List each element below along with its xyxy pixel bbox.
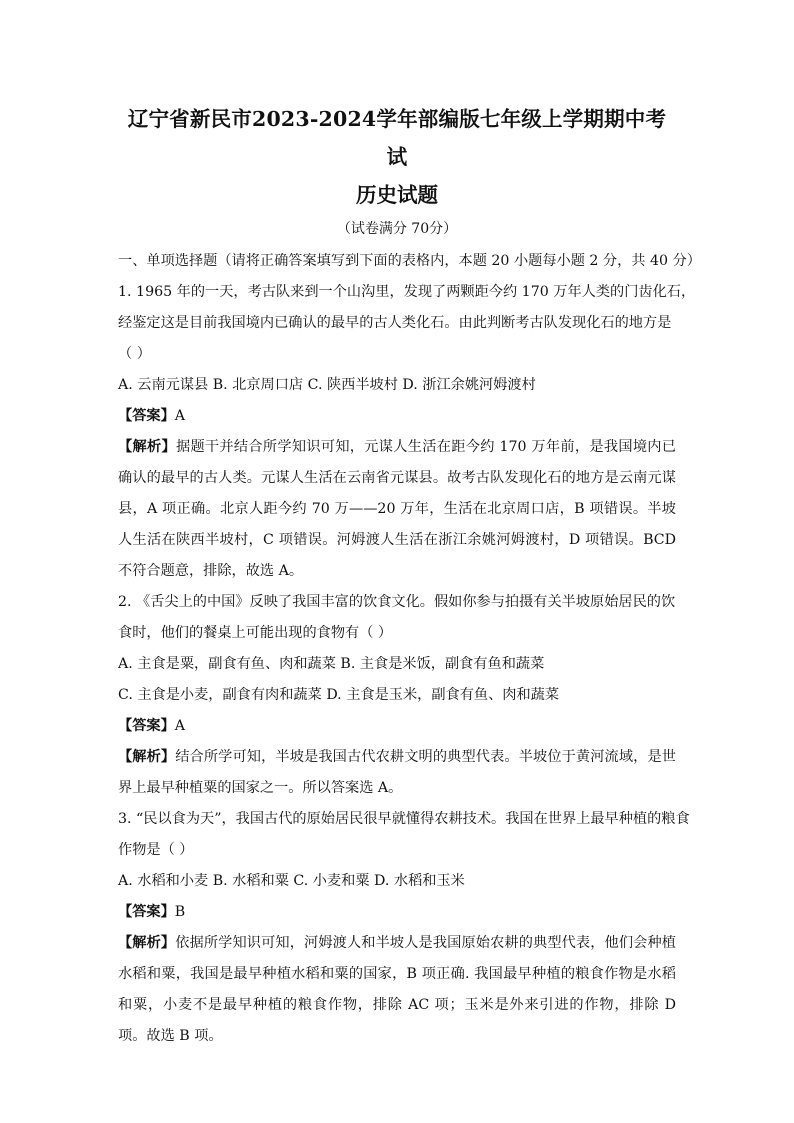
- answer-line: [118, 897, 676, 928]
- question-3: [118, 804, 690, 1052]
- analysis-tag: 【解析】: [118, 935, 176, 951]
- section-heading: 一、单项选择题（请将正确答案填写到下面的表格内，本题 20 小题每小题 2 分，共 40 分）: [118, 253, 701, 269]
- question-stem: 3. “民以食为天”，我国古代的原始居民很早就懂得农耕技术。我国在世界上最早种植的粮食: [118, 811, 690, 827]
- answer-tag: 【答案】: [118, 718, 175, 734]
- answer-tag: 【答案】: [118, 904, 175, 920]
- question-stem: 1. 1965 年的一天，考古队来到一个山沟里，发现了两颗距今约 170 万年人类的门齿化石，: [118, 284, 696, 300]
- exam-subject-title: 历史试题: [356, 183, 438, 207]
- analysis-text: 依据所学知识可知，河姆渡人和半坡人是我国原始农耕的典型代表，他们会种植水稻和粟，我国是最早种植水稻和粟的国家，B 项正确. 我国最早种植的粮食作物是水稻和粟，小麦不是最早种植的粮食作物，排除 AC 项；玉米是外来引进的作物，排除 D 项。故选 B 项。: [118, 935, 676, 1044]
- question-stem: 作物是（ ）: [118, 842, 194, 858]
- analysis-paragraph: [118, 928, 676, 1052]
- answer-value: B: [174, 904, 186, 920]
- question-options: A. 云南元谋县 B. 北京周口店 C. 陕西半坡村 D. 浙江余姚河姆渡村: [118, 377, 536, 393]
- answer-value: A: [174, 408, 186, 424]
- analysis-text: 据题干并结合所学知识可知，元谋人生活在距今约 170 万年前，是我国境内已确认的最早的古人类。元谋人生活在云南省元谋县。故考古队发现化石的地方是云南元谋县，A 项正确。北京人距今约 70 万——20 万年，生活在北京周口店，B 项错误。半坡人生活在陕西半坡村，C 项错误。河姆渡人生活在浙江余姚河姆渡村，D 项错误。BCD 不符合题意，排除，故选 A。: [118, 439, 676, 579]
- question-stem: 2. 《舌尖上的中国》反映了我国丰富的饮食文化。假如你参与拍摄有关半坡原始居民的饮: [118, 594, 676, 610]
- analysis-paragraph: [118, 742, 676, 804]
- question-blank: （ ）: [118, 346, 151, 362]
- exam-title: 辽宁省新民市2023-2024学年部编版七年级上学期期中考试: [127, 107, 667, 169]
- analysis-paragraph: [118, 432, 676, 587]
- question-options: A. 水稻和小麦 B. 水稻和粟 C. 小麦和粟 D. 水稻和玉米: [118, 873, 465, 889]
- question-1: [118, 277, 696, 587]
- question-options: C. 主食是小麦，副食有肉和蔬菜 D. 主食是玉米，副食有鱼、肉和蔬菜: [118, 687, 560, 703]
- question-stem: 经鉴定这是目前我国境内已确认的最早的古人类化石。由此判断考古队发现化石的地方是: [118, 315, 672, 331]
- full-score-note: （试卷满分 70分）: [336, 221, 458, 237]
- question-options: A. 主食是粟，副食有鱼、肉和蔬菜 B. 主食是米饭，副食有鱼和蔬菜: [118, 656, 545, 672]
- answer-tag: 【答案】: [118, 408, 175, 424]
- answer-line: [118, 711, 676, 742]
- question-stem: 食时，他们的餐桌上可能出现的食物有（ ）: [118, 625, 393, 641]
- analysis-tag: 【解析】: [118, 439, 176, 455]
- answer-value: A: [174, 718, 186, 734]
- answer-line: [118, 401, 676, 432]
- question-2: [118, 587, 676, 804]
- analysis-tag: 【解析】: [118, 749, 176, 765]
- analysis-text: 结合所学可知，半坡是我国古代农耕文明的典型代表。半坡位于黄河流域，是世界上最早种植粟的国家之一。所以答案选 A。: [118, 749, 676, 796]
